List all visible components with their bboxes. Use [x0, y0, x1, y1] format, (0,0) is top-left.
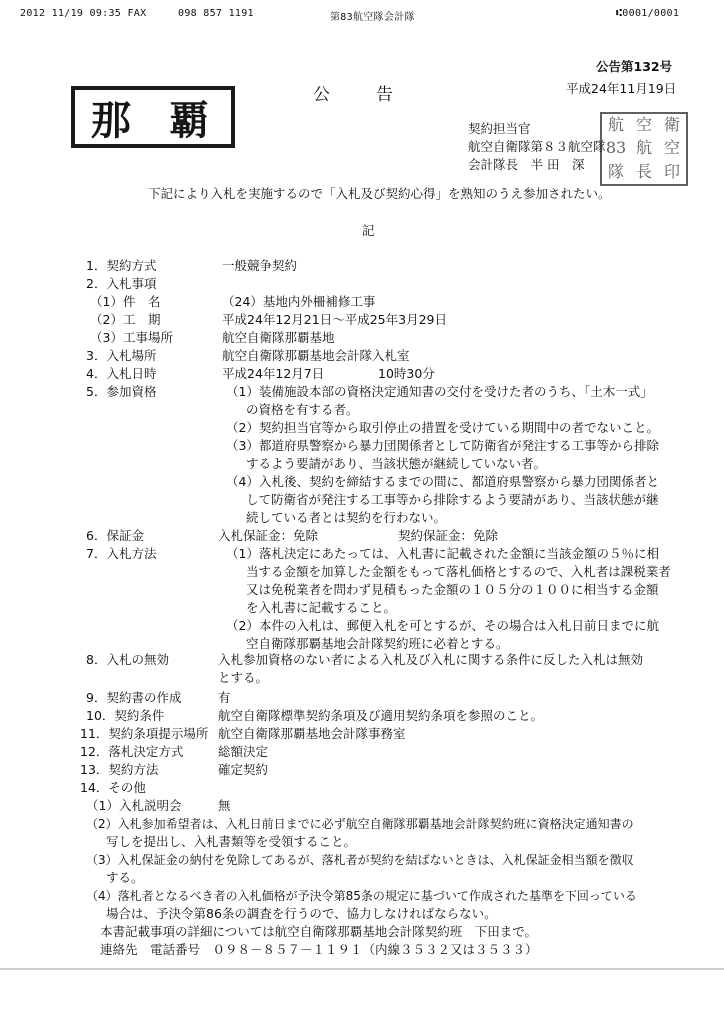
seal-char: 83 [605, 138, 627, 158]
official-seal [600, 112, 688, 186]
item-line: （4）入札後、契約を締結するまでの間に、都道府県警察から暴力団関係者と [226, 474, 659, 489]
notice-number: 公告第132号 [596, 59, 673, 74]
item-line: 写しを提出し、入札書類等を受領すること。 [106, 834, 357, 849]
item-value: 無 [218, 798, 231, 813]
item-line: を入札書に記載すること。 [246, 600, 397, 615]
seal-char: 衛 [663, 115, 680, 134]
issuer-line: 航空自衛隊第８３航空隊 [468, 139, 606, 154]
naha-stamp [71, 86, 235, 148]
item-line: の資格を有する者。 [246, 402, 359, 417]
item-label: 10．契約条件 [86, 708, 165, 723]
item-line: して防衛省が発注する工事等から排除するよう要請があり、当該状態が継 [246, 492, 659, 507]
item-line: 当する金額を加算した金額をもって落札価格とするので、入札者は課税業者 [246, 564, 671, 579]
item-label: 8．入札の無効 [86, 652, 169, 667]
item-line: （2）契約担当官等から取引停止の措置を受けている期間中の者でないこと。 [226, 420, 659, 435]
seal-char: 航 [607, 115, 624, 134]
item-line: するよう要請があり、当該状態が継続していない者。 [246, 456, 547, 471]
item-label: 11．契約条項提示場所 [80, 726, 209, 741]
item-value: 平成24年12月21日～平成25年3月29日 [222, 312, 447, 327]
item-label: 4．入札日時 [86, 366, 157, 381]
item-line: 場合は、予決令第86条の調査を行うので、協力しなければならない。 [106, 906, 497, 921]
item-line: （1）装備施設本部の資格決定通知書の交付を受けた者のうち、「土木一式」 [226, 384, 653, 399]
item-value: 10時30分 [378, 366, 435, 381]
item-value: 有 [218, 690, 231, 705]
item-line: （3）入札保証金の納付を免除してあるが、落札者が契約を結ばないときは、入札保証金相当額を徴収 [86, 853, 634, 867]
item-value: （24）基地内外柵補修工事 [222, 294, 376, 309]
contact-line: 連絡先 電話番号 ０９８－８５７－１１９１（内線３５３２又は３５３３） [100, 942, 538, 957]
fax-sender: 第83航空隊会計隊 [330, 12, 415, 23]
item-value: 航空自衛隊那覇基地会計隊入札室 [222, 348, 410, 363]
item-line: 続している者とは契約を行わない。 [246, 510, 447, 525]
stamp-char: 那 [91, 96, 137, 144]
issuer-line: 契約担当官 [468, 121, 531, 136]
item-line: 入札参加資格のない者による入札及び入札に関する条件に反した入札は無効 [218, 652, 644, 667]
item-label: 2．入札事項 [86, 276, 157, 291]
closing-detail: 本書記載事項の詳細については航空自衛隊那覇基地会計隊契約班 下田まで。 [100, 924, 538, 939]
seal-char: 長 [635, 161, 652, 181]
seal-char: 印 [663, 161, 680, 181]
item-label: （3）工事場所 [90, 330, 173, 345]
item-line: 空自衛隊那覇基地会計隊契約班に必着とする。 [246, 636, 509, 651]
item-line: （2）本件の入札は、郵便入札を可とするが、その場合は入札日前日までに航 [226, 618, 659, 633]
item-line: （3）都道府県警察から暴力団関係者として防衛省が発注する工事等から排除 [226, 438, 659, 453]
item-label: 7．入札方法 [86, 546, 157, 561]
issuer-line: 会計隊長 半 田 深 [468, 157, 585, 172]
item-label: （1）件 名 [90, 294, 161, 309]
item-line: する。 [106, 870, 144, 885]
item-label: 9．契約書の作成 [86, 690, 182, 705]
item-line: 又は免税業者を問わず見積もった金額の１０５分の１００に相当する金額 [246, 582, 659, 597]
item-value: 一般競争契約 [222, 258, 298, 273]
item-label: 12．落札決定方式 [80, 744, 184, 759]
notice-date: 平成24年11月19日 [566, 81, 677, 96]
item-value: 航空自衛隊那覇基地 [222, 330, 335, 345]
item-label: 13．契約方法 [80, 762, 159, 777]
item-line: （2）入札参加希望者は、入札日前日までに必ず航空自衛隊那覇基地会計隊契約班に資格決定通知書の [86, 817, 634, 831]
item-value: 平成24年12月7日 [222, 366, 325, 381]
item-value: 航空自衛隊標準契約条項及び適用契約条項を参照のこと。 [218, 708, 544, 723]
item-label: （2）工 期 [90, 312, 161, 327]
seal-char: 空 [635, 115, 652, 134]
item-label: 3．入札場所 [86, 348, 157, 363]
seal-char: 隊 [607, 161, 624, 181]
item-value: 入札保証金：免除 [218, 528, 319, 543]
ki-heading: 記 [362, 223, 375, 238]
intro-text: 下記により入札を実施するので「入札及び契約心得」を熟知のうえ参加されたい。 [148, 186, 611, 201]
fax-datetime: 2012 11/19 09:35 FAX [20, 8, 147, 19]
page-title: 公 告 [313, 85, 397, 105]
item-value: 確定契約 [218, 762, 269, 777]
scan-edge-line [0, 968, 724, 970]
item-label: （1）入札説明会 [86, 798, 182, 813]
item-label: 5．参加資格 [86, 384, 157, 399]
item-label: 6．保証金 [86, 528, 144, 543]
item-value: 契約保証金：免除 [398, 528, 499, 543]
item-line: とする。 [218, 670, 269, 685]
stamp-char: 覇 [169, 96, 215, 144]
fax-number: 098 857 1191 [178, 8, 254, 19]
item-line: （1）落札決定にあたっては、入札書に記載された金額に当該金額の５％に相 [226, 546, 659, 561]
item-value: 航空自衛隊那覇基地会計隊事務室 [218, 726, 406, 741]
item-line: （4）落札者となるべき者の入札価格が予決令第85条の規定に基づいて作成された基準を下回っている [86, 889, 637, 903]
seal-char: 航 [635, 138, 652, 158]
item-label: 1．契約方式 [86, 258, 157, 273]
item-label: 14．その他 [80, 780, 146, 795]
fax-page: ⑆0001/0001 [616, 8, 680, 19]
item-value: 総額決定 [218, 744, 269, 759]
seal-char: 空 [663, 138, 680, 158]
